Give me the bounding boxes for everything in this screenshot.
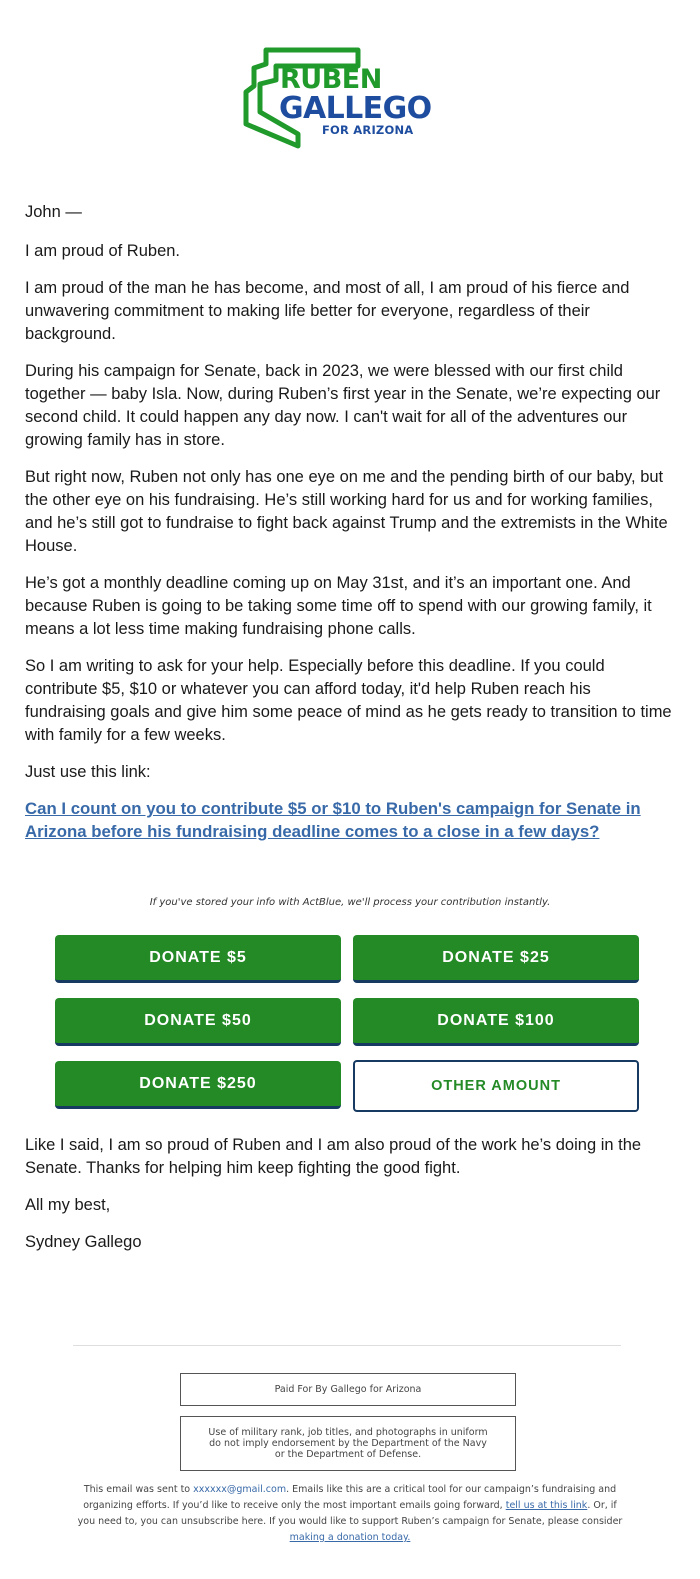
disclaimer-box — [180, 1416, 516, 1471]
donate-250-button[interactable]: DONATE $250 — [55, 1061, 341, 1109]
letter-closing — [25, 1134, 675, 1268]
footer-divider — [73, 1345, 621, 1346]
paragraph: So I am writing to ask for your help. Especially before this deadline. If you could contribute $5, $10 or whatever you can afford today, it'd help Ruben reach his fundraising goals and give him some peace of mind as he gets ready to transition to time with family for a few weeks. — [25, 657, 672, 744]
donate-50-button[interactable]: DONATE $50 — [55, 998, 341, 1046]
letter-body — [25, 201, 675, 843]
actblue-note: If you've stored your info with ActBlue, we'll process your contribution instantly. — [149, 897, 551, 908]
other-amount-button[interactable]: OTHER AMOUNT — [353, 1060, 639, 1112]
paid-for-text: Paid For By Gallego for Arizona — [274, 1384, 422, 1395]
paragraph: I am proud of the man he has become, and most of all, I am proud of his fierce and unwavering commitment to making life better for everyone, regardless of their background. — [25, 279, 630, 343]
paragraph: I am proud of Ruben. — [25, 242, 181, 260]
signature: Sydney Gallego — [25, 1233, 142, 1251]
logo-line-ruben: RUBEN — [280, 64, 382, 95]
donate-25-button[interactable]: DONATE $25 — [353, 935, 639, 983]
closing-paragraph: Like I said, I am so proud of Ruben and I am also proud of the work he’s doing in the Senate. Thanks for helping him keep fighting the good fight. — [25, 1136, 642, 1177]
recipient-email-link[interactable]: xxxxxx@gmail.com — [193, 1484, 287, 1495]
logo-line-gallego: GALLEGO — [279, 91, 432, 126]
campaign-logo — [242, 46, 442, 150]
paragraph: He’s got a monthly deadline coming up on May 31st, and it’s an important one. And because Ruben is going to be taking some time off to spend with our growing family, it means a lot less time making fundraising phone calls. — [25, 574, 652, 638]
footer-text — [75, 1482, 625, 1546]
signoff: All my best, — [25, 1196, 111, 1214]
paid-for-box — [180, 1373, 516, 1406]
donation-link[interactable]: making a donation today. — [289, 1532, 411, 1543]
footer-text-part: . Emails like this are a critical tool for our campaign’s fundraising and organizing efforts. If you’d like to receive only the most important emails going forward, — [83, 1484, 617, 1511]
logo-line-for-arizona: FOR ARIZONA — [322, 123, 414, 137]
greeting: John — — [25, 203, 82, 221]
donate-5-button[interactable]: DONATE $5 — [55, 935, 341, 983]
preferences-link[interactable]: tell us at this link — [505, 1500, 588, 1511]
paragraph: During his campaign for Senate, back in 2023, we were blessed with our first child together — baby Isla. Now, during Ruben’s first year in the Senate, we’re expecting our second child. It could happen any day now. I can't wait for all of the adventures our growing family has in store. — [25, 362, 661, 449]
footer-text-part: This email was sent to — [83, 1484, 194, 1495]
contribute-link[interactable]: Can I count on you to contribute $5 or $10 to Ruben's campaign for Senate in Arizona before his fundraising deadline comes to a close in a few days? — [25, 799, 641, 841]
disclaimer-text: Use of military rank, job titles, and photographs in uniform do not imply endorsement by the Department of the Navy or the Department of Defense. — [208, 1427, 488, 1460]
paragraph: But right now, Ruben not only has one eye on me and the pending birth of our baby, but the other eye on his fundraising. He’s still working hard for us and for working families, and he’s still got to fundraise to fight back against Trump and the extremists in the White House. — [25, 468, 668, 555]
footer-text-part: . Or, if you need to, you can unsubscribe here. If you would like to support Ruben’s campaign for Senate, please consider — [77, 1500, 623, 1527]
paragraph: Just use this link: — [25, 763, 151, 781]
donate-100-button[interactable]: DONATE $100 — [353, 998, 639, 1046]
